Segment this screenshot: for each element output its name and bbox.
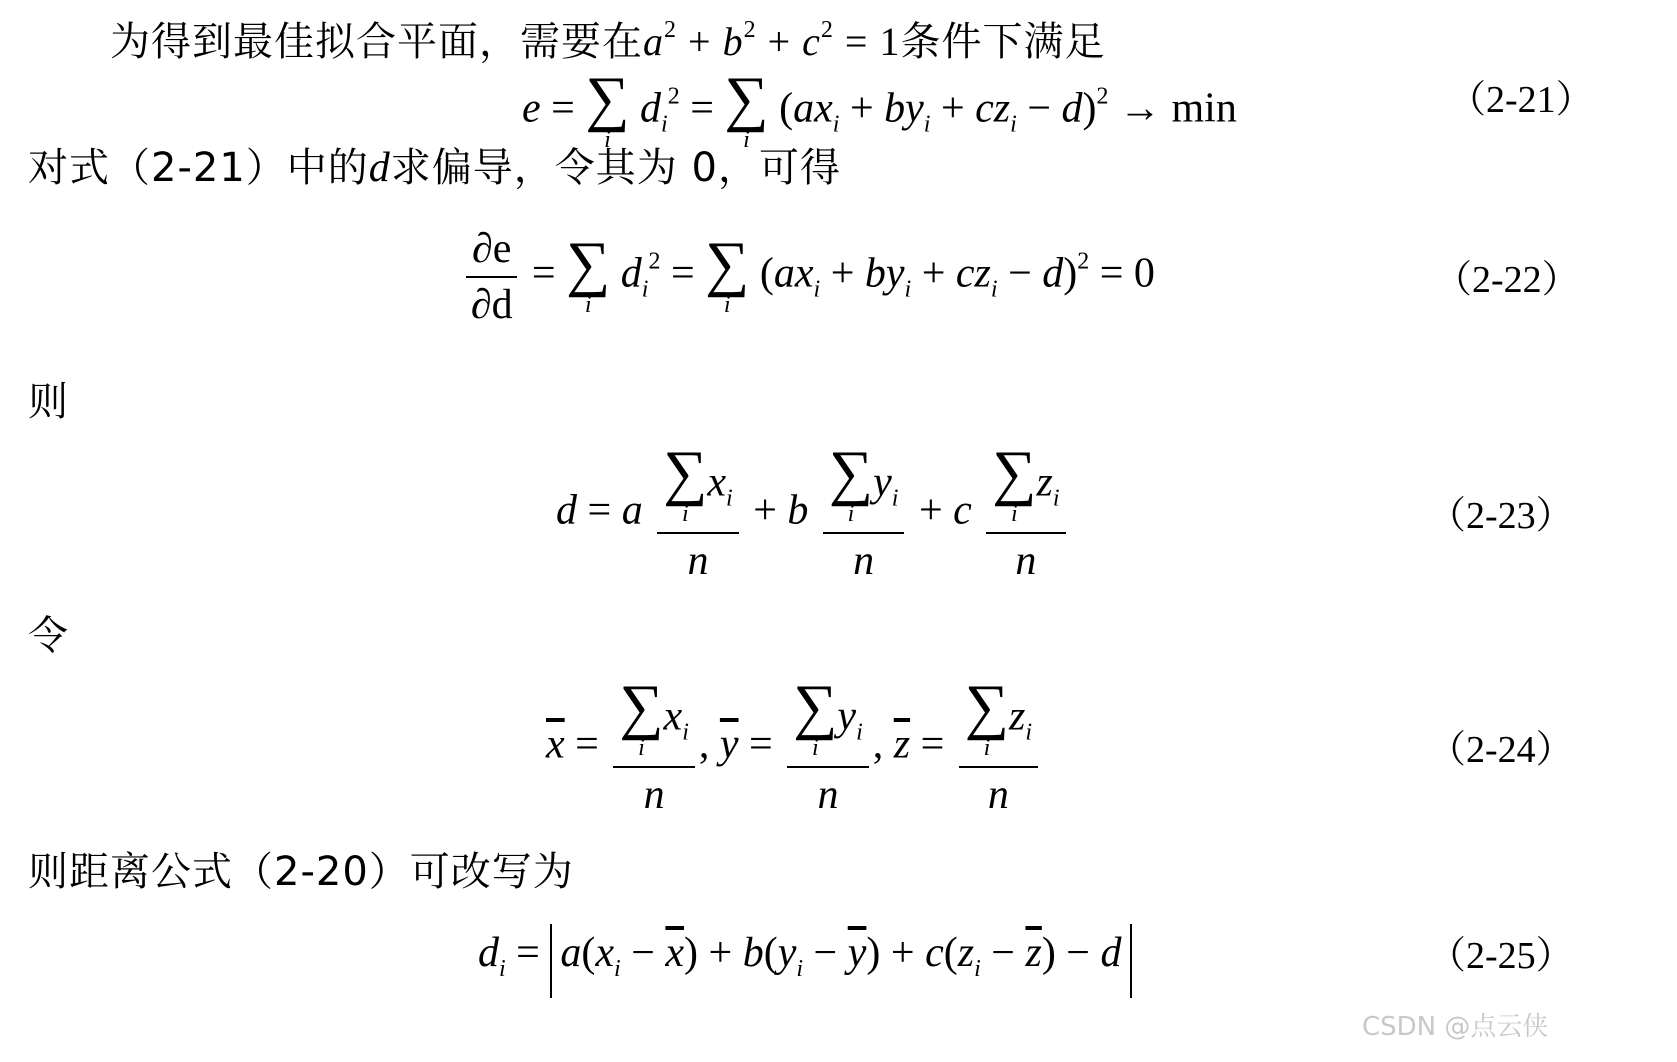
paragraph-text-before: 为得到最佳拟合平面，需要在 bbox=[110, 19, 643, 65]
equation-2-21: e = ∑ i $d_i^2$ = ∑ i $(ax_i + by_i + cz_i - d)^2 \to \min$ bbox=[522, 65, 1237, 153]
fraction-mean-y: ∑ i $y_i$ n bbox=[787, 680, 869, 816]
equation-number-2-24: （2-24） bbox=[1428, 729, 1574, 771]
paragraph-text-after: 求偏导，令其为 0，可得 bbox=[390, 145, 841, 191]
equation-number-2-22: （2-22） bbox=[1434, 259, 1580, 301]
sum-symbol: ∑ i bbox=[566, 230, 611, 318]
equation-number-2-21: （2-21） bbox=[1448, 79, 1594, 121]
paragraph-then: 则 bbox=[28, 379, 69, 425]
sum-symbol: ∑ i bbox=[585, 65, 630, 153]
paragraph-distance-rewrite: 则距离公式（2-20）可改写为 bbox=[28, 849, 574, 895]
paragraph-fitting-plane-condition bbox=[110, 6, 1105, 66]
fraction-mean-x: ∑ i $x_i$ n bbox=[657, 446, 739, 582]
paragraph-text-after: 条件下满足 bbox=[900, 19, 1106, 65]
fraction-mean-y: ∑ i $y_i$ n bbox=[823, 446, 905, 582]
equation-2-23: d = a ∑ i $x_i$ n + b ∑ i $y_i$ n + c ∑ i $z_i$ n bbox=[556, 446, 1070, 582]
paragraph-let: 令 bbox=[28, 613, 69, 659]
sum-symbol: ∑ i bbox=[705, 230, 750, 318]
equation-number-2-23: （2-23） bbox=[1428, 495, 1574, 537]
variable-d: d bbox=[368, 145, 391, 191]
partial-fraction: $\frac{\partial e}{\partial d}$ bbox=[466, 228, 517, 326]
fraction-mean-z: ∑ i $z_i$ n bbox=[959, 680, 1038, 816]
unit-norm-condition: $a^2 + b^2 + c^2 = 1$ bbox=[643, 17, 901, 64]
csdn-watermark: CSDN @点云侠 bbox=[1362, 1012, 1549, 1042]
fraction-mean-x: ∑ i $x_i$ n bbox=[613, 680, 695, 816]
fraction-mean-z: ∑ i $z_i$ n bbox=[986, 446, 1065, 582]
equation-2-24: $\overline{x}$ = ∑ i $x_i$ n , $\overline{y}$ = ∑ i $y_i$ n , $\overline{z}$ = ∑ i $z_i$ n bbox=[546, 680, 1042, 816]
min-arrow: → min bbox=[1119, 85, 1237, 132]
equation-number-2-25: （2-25） bbox=[1428, 935, 1574, 977]
sum-symbol: ∑ i bbox=[724, 65, 769, 153]
equation-2-25: $d_i = a(x_i - \overline{x}) + b(y_i - \overline{y}) + c(z_i - \overline{z}) - d$ bbox=[478, 924, 1132, 998]
equation-2-22: $\frac{\partial e}{\partial d}$ = ∑ i $d_i^2$ = ∑ i $(ax_i + by_i + cz_i - d)^2 = 0$ bbox=[462, 228, 1155, 326]
paragraph-partial-derivative bbox=[28, 144, 841, 192]
absolute-value: $a(x_i - \overline{x}) + b(y_i - \overline{y}) + c(z_i - \overline{z}) - d$ bbox=[550, 924, 1131, 998]
paragraph-text-before: 对式（2-21）中的 bbox=[28, 145, 369, 191]
